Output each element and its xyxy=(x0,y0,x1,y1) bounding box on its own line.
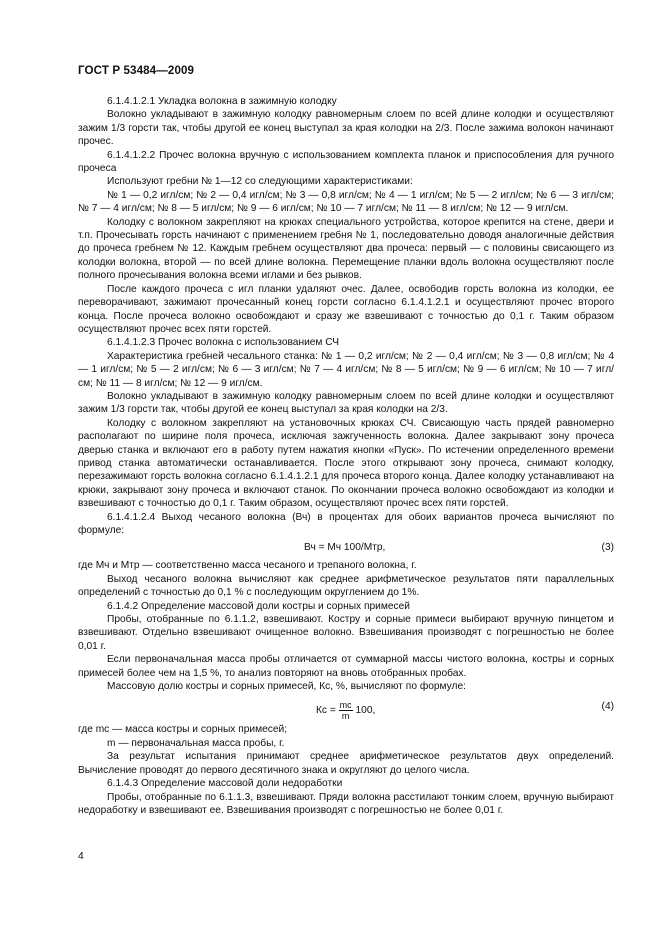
section-heading: 6.1.4.2 Определение массовой доли костры и сорных примесей xyxy=(107,600,410,612)
formula-4 xyxy=(78,695,614,721)
paragraph: За результат испытания принимают среднее арифметическое результатов двух определений. Вычисление проводят до первого десятичного знака и округляют до целого числа. xyxy=(78,751,614,776)
paragraph: Волокно укладывают в зажимную колодку равномерным слоем по всей длине колодки и осуществляют зажим 1/3 горсти так, чтобы другой ее конец выступал за края колодки на 2/3. xyxy=(78,390,614,416)
section-heading: 6.1.4.1.2.2 Прочес волокна вручную с использованием комплекта планок и приспособления для ручного прочеса xyxy=(78,149,614,175)
section-heading: 6.1.4.1.2.1 Укладка волокна в зажимную колодку xyxy=(107,96,337,107)
formula-numerator: mс xyxy=(339,700,352,711)
formula-number: (4) xyxy=(601,701,614,713)
paragraph: где mс — масса костры и сорных примесей; xyxy=(78,724,288,736)
paragraph: № 1 — 0,2 игл/см; № 2 — 0,4 игл/см; № 3 — 0,8 игл/см; № 4 — 1 игл/см; № 5 — 2 игл/см; № 6 — 3 игл/см; № 7 — 4 игл/см; № 8 — 5 игл/см; № 9 — 6 игл/см; № 10 — 7 игл/см; № 11 — 8 игл/см; № 12 — 9 игл/см. xyxy=(78,189,614,215)
formula-denominator: m xyxy=(341,711,350,722)
paragraph: Пробы, отобранные по 6.1.1.3, взвешивают. Пряди волокна расстилают тонким слоем, вручную выбирают недоработку и взвешивают ее. Взвешивания производят с погрешностью не более 0,01 г. xyxy=(78,791,614,816)
formula-number: (3) xyxy=(601,542,614,554)
document-header: ГОСТ Р 53484—2009 xyxy=(78,64,195,77)
formula-expression: Вч = Мч 100/Мтр, xyxy=(304,542,386,554)
paragraph: где Мч и Мтр — соответственно масса чесаного и трепаного волокна, г. xyxy=(78,560,417,572)
formula-lhs: Кс = xyxy=(316,705,336,717)
paragraph: Используют гребни № 1—12 со следующими характеристиками: xyxy=(107,176,413,188)
paragraph: Пробы, отобранные по 6.1.1.2, взвешивают. Костру и сорные примеси выбирают вручную пинцетом и взвешивают. Отдельно взвешивают очищенное волокно. Взвешивания производят с погрешностью не более 0,01 г. xyxy=(78,614,614,652)
paragraph: 6.1.4.1.2.4 Выход чесаного волокна (Вч) в процентах для обоих вариантов прочеса вычисляют по формуле: xyxy=(78,511,614,536)
paragraph: Характеристика гребней чесального станка: № 1 — 0,2 игл/см; № 2 — 0,4 игл/см; № 3 — 0,8 игл/см; № 4 — 1 игл/см; № 5 — 2 игл/см; № 6 — 3 игл/см; № 7 — 4 игл/см; № 8 — 5 игл/см; № 9 — 6 игл/см; № 10 — 7 игл/см; № 11 — 8 игл/см; № 12 — 9 игл/см. xyxy=(78,350,614,389)
section-heading: 6.1.4.1.2.3 Прочес волокна с использованием СЧ xyxy=(107,337,340,349)
paragraph: m — первоначальная масса пробы, г. xyxy=(107,737,285,749)
document-body xyxy=(78,95,614,817)
paragraph: Если первоначальная масса пробы отличается от суммарной массы чистого волокна, костры и сорных примесей более чем на 1,5 %, то анализ повторяют на вновь отобранных пробах. xyxy=(78,654,614,679)
paragraph: Выход чесаного волокна вычисляют как среднее арифметическое результатов пяти параллельных определений с точностью до 0,1 % с последующим округлением до 1%. xyxy=(78,573,614,599)
formula-fraction xyxy=(339,700,353,721)
formula-rest: 100, xyxy=(355,705,376,717)
paragraph: Колодку с волокном закрепляют на установочных крюках СЧ. Свисающую часть прядей равномерно располагают по ширине поля прочеса, исключая зажгученность волокна. Далее закрывают зону прочеса дверью станка и включают его в работу путем нажатия кнопки «Пуск». По истечении определенного времени привод станка автоматически останавливается. После этого открывают зону прочеса, снимают колодку, перезажимают горсть волокна согласно 6.1.4.1.2.1 для прочеса второго конца. Далее колодку устанавливают на крюки, закрывают зону прочеса и включают станок. По окончании прочеса волокно освобождают из колодки и взвешивают с точностью до 0,1 г. Таким образом, осуществляют прочес всех пяти горстей. xyxy=(78,417,614,510)
page-number: 4 xyxy=(78,851,84,862)
formula-3 xyxy=(78,539,614,557)
paragraph: Колодку с волокном закрепляют на крюках специального устройства, которое крепится на стене, двери и т.п. Прочесывать горсть начинают с применением гребня № 1, последовательно доводя аналогичные действия до прочеса гребнем № 12. Каждым гребнем осуществляют два прочеса: первый — с половины свисающего из колодки волокна, второй — по всей длине волокна. Перемещение планки вдоль волокна осуществляют после полного прочесывания волокна всеми иглами и без рывков. xyxy=(78,216,614,282)
formula-expression xyxy=(316,700,375,721)
section-heading: 6.1.4.3 Определение массовой доли недоработки xyxy=(107,778,343,790)
paragraph: Волокно укладывают в зажимную колодку равномерным слоем по всей длине колодки и осуществляют зажим 1/3 горсти так, чтобы другой ее конец выступал за края колодки на 2/3. После зажима волокон начинают прочес. xyxy=(78,109,614,148)
paragraph: Массовую долю костры и сорных примесей, Кс, %, вычисляют по формуле: xyxy=(107,681,466,693)
paragraph: После каждого прочеса с игл планки удаляют очес. Далее, освободив горсть волокна из колодки, ее переворачивают, зажимают прочесанный конец горсти согласно 6.1.4.1.2.1 и осуществляют прочес второго конца. После прочеса волокно освобождают и сразу же взвешивают с точностью до 0,1 г. Таким образом осуществляют прочес всех пяти горстей. xyxy=(78,283,614,335)
